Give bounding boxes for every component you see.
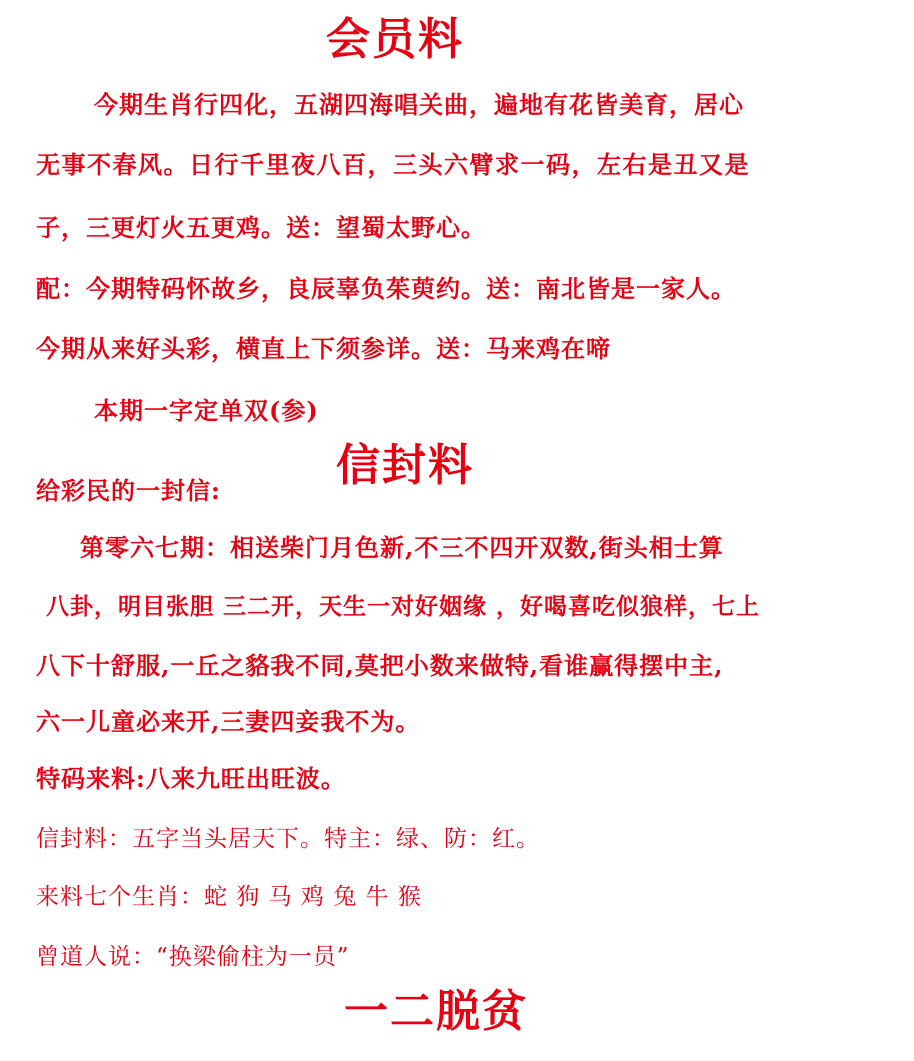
letter-line-7: 来料七个生肖：蛇 狗 马 鸡 兔 牛 猴: [36, 884, 422, 910]
member-line-3: 子，三更灯火五更鸡。送：望蜀太野心。: [36, 213, 486, 242]
member-section-title: 会员料: [326, 14, 464, 65]
letter-line-5: 特码来料:八来九旺出旺波。: [36, 764, 346, 793]
member-line-2: 无事不春风。日行千里夜八百，三头六臂求一码，左右是丑又是: [36, 150, 750, 179]
letter-line-3: 八下十舒服,一丘之貉我不同,莫把小数来做特,看谁赢得摆中主,: [36, 651, 724, 680]
letter-line-8: 曾道人说：“换梁偷柱为一员”: [36, 944, 350, 970]
member-line-4: 配：今期特码怀故乡，良辰辜负茱萸约。送：南北皆是一家人。: [36, 274, 736, 303]
member-line-6: 本期一字定单双(参): [94, 396, 319, 425]
member-line-1: 今期生肖行四化，五湖四海唱关曲，遍地有花皆美育，居心: [94, 90, 744, 119]
letter-section-title: 信封料: [336, 440, 474, 491]
member-line-5: 今期从来好头彩，横直上下须参详。送：马来鸡在啼: [36, 334, 611, 363]
letter-greeting: 给彩民的一封信:: [36, 476, 221, 505]
letter-line-4: 六一儿童必来开,三妻四妾我不为。: [36, 707, 421, 736]
letter-line-2: 八卦，明目张胆 三二开，天生一对好姻缘 ，好喝喜吃似狼样，七上: [46, 593, 761, 620]
footer-title: 一二脱贫: [344, 986, 528, 1037]
letter-line-1: 第零六七期：相送柴门月色新,不三不四开双数,街头相士算: [80, 533, 724, 562]
letter-line-6: 信封料：五字当头居天下。特主：绿、防：红。: [36, 826, 540, 852]
